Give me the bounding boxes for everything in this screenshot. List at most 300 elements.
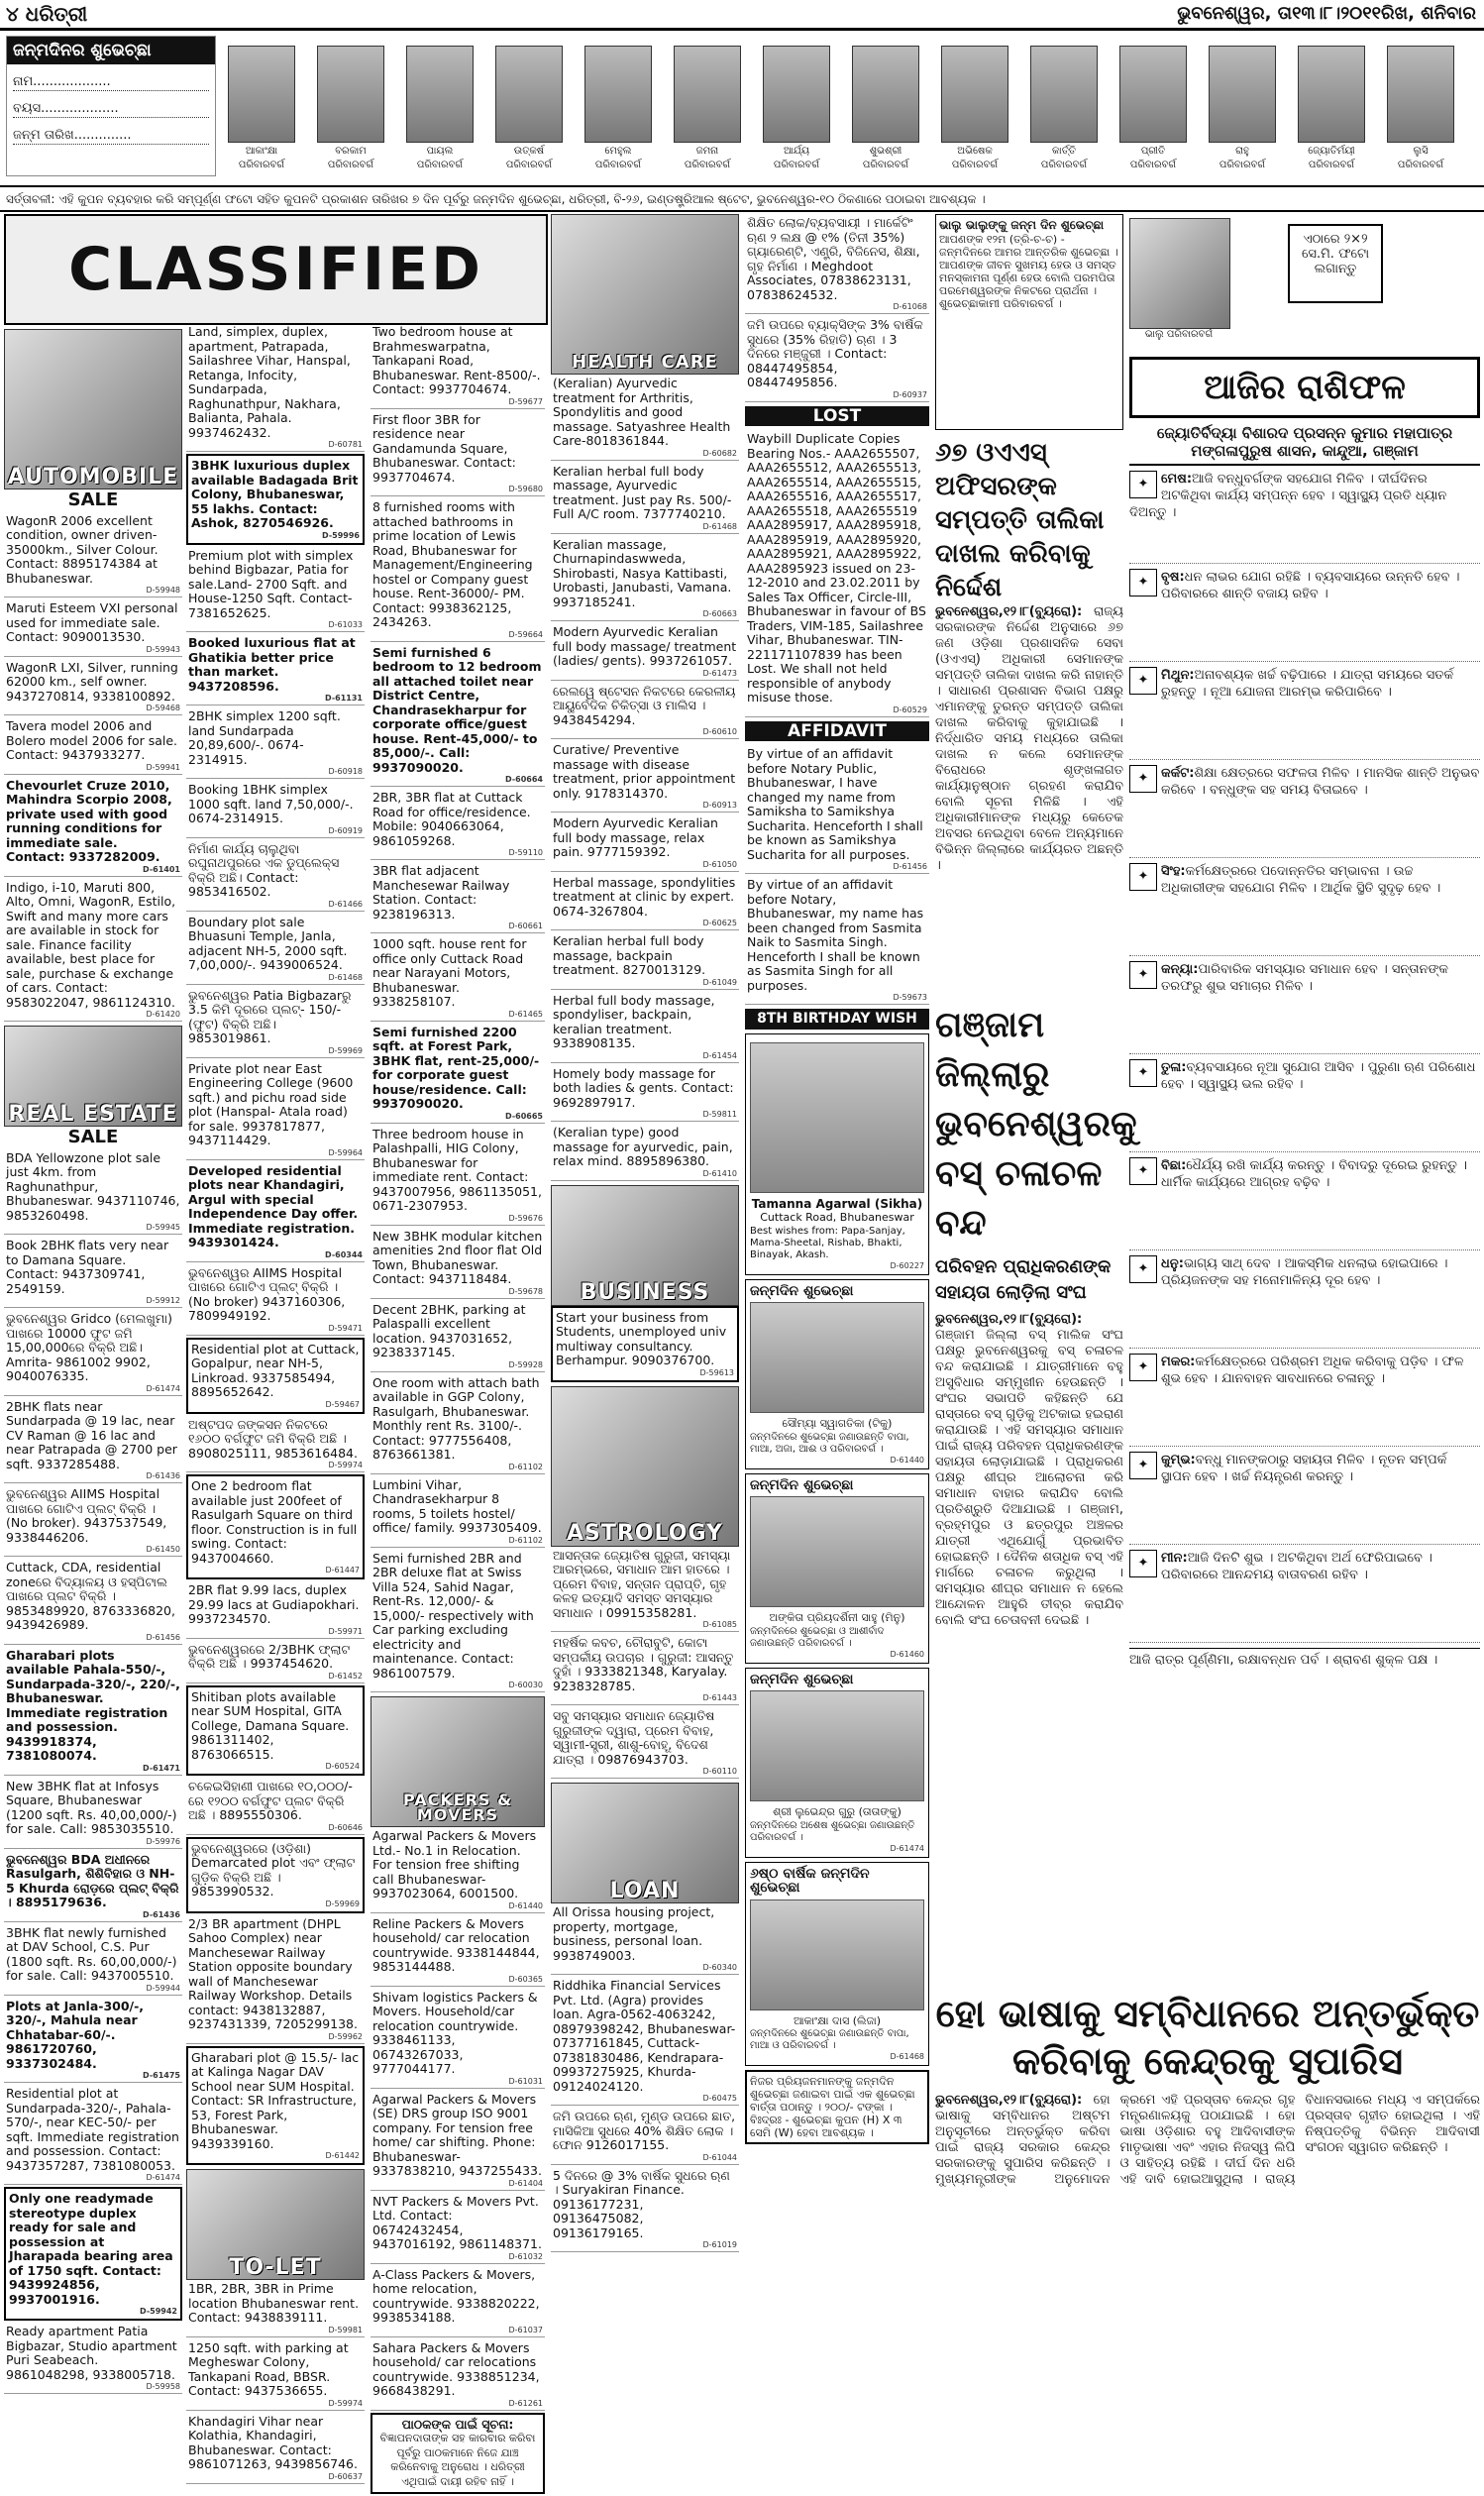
- ad-text: Khandagiri Vihar near Kolathia, Khandagiri, Bhubaneswar. Contact: 9861071263, 9439856746.: [188, 2413, 358, 2471]
- ad-text: Maruti Esteem VXI personal used for immediate sale. Contact: 9090013530.: [6, 600, 178, 644]
- classified-ad: [186, 987, 365, 1058]
- kid-card: [763, 46, 830, 170]
- classified-ad: [186, 781, 365, 838]
- wish-title: ଜନ୍ମଦିନ ଶୁଭେଚ୍ଛା: [750, 1282, 854, 1299]
- ad-code: D-60524: [325, 1762, 360, 1771]
- ad-text: Indigo, i-10, Maruti 800, Alto, Omni, WagonR, Estilo, Swift and many more cars are available in stock for sale. Finance facility available, best place for sale, purchase & exchange of cars. Contact: 9583022047, 9861124310.: [6, 879, 176, 1010]
- classified-ad: [4, 1924, 182, 1996]
- classified-ad: [551, 1124, 739, 1181]
- wish-code: D-61474: [890, 1843, 924, 1853]
- ad-text: 3BR flat adjacent Manchesewar Railway Station. Contact: 9238196313.: [372, 863, 510, 922]
- classified-ad: [551, 1065, 739, 1123]
- loan-image: [551, 1783, 739, 1903]
- kid-name: ଶୁଭଶ୍ରୀ: [869, 146, 902, 157]
- ad-code: D-60937: [893, 389, 927, 399]
- coupon-title: ଜନ୍ମଦିନର ଶୁଭେଚ୍ଛା: [7, 37, 215, 64]
- ad-code: D-61436: [146, 1471, 180, 1480]
- ad-code: D-61443: [702, 1693, 737, 1702]
- ad-text: One 2 bedroom flat available just 200feet of Rasulgarh Square on third floor. Construction is in full swing. Contact: 9437004660.: [191, 1478, 358, 1566]
- packers-tag: PACKERS & MOVERS: [402, 1791, 513, 1824]
- classified-ad: [371, 1126, 545, 1226]
- rashi-text: କର୍ମକ୍ଷେତ୍ରରେ ପରିଶ୍ରମ ଅଧିକ କରିବାକୁ ପଡ଼ିବ । ଫଳ ଶୁଭ ହେବ । ଯାନବାହନ ସାବଧାନରେ ଚଳାନ୍ତୁ ।: [1161, 1355, 1464, 1386]
- ad-code: D-59996: [322, 530, 360, 540]
- classified-ad: [4, 1778, 182, 1849]
- ad-text: Gharabari plots available Pahala-550/-, Sundarpada-320/-, 220/-, Bhubaneswar. Immediate registration and possession. 9439918374, 7381080074.: [6, 1647, 180, 1763]
- rashifal-author: ଜ୍ୟୋତିର୍ବିଦ୍ୟା ବିଶାରଦ ପ୍ରସନ୍ନ କୁମାର ମହାପାତ୍ର: [1156, 424, 1453, 442]
- ad-code: D-59678: [508, 1286, 543, 1296]
- story-3-dateline: ଭୁବନେଶ୍ୱର,୧୨।୮(ବ୍ୟୁରୋ):: [935, 2093, 1083, 2108]
- ad-code: D-60682: [702, 448, 737, 458]
- classified-ad: [4, 1485, 182, 1557]
- classified-ad: [186, 1915, 365, 2044]
- story-1-headline: ୬୭ ଓଏଏସ୍ ଅଫିସରଙ୍କ ସମ୍ପତ୍ତି ତାଲିକା ଦାଖଲ କରିବାକୁ ନିର୍ଦ୍ଦେଶ: [935, 438, 1105, 602]
- classified-ad: [371, 1989, 545, 2089]
- rashi-text: ଆଜି ଦିନଟି ଶୁଭ । ଅଟକିଥିବା ଅର୍ଥ ଫେରିପାଇବେ । ପରିବାରରେ ଆନନ୍ଦମୟ ବାତାବରଣ ରହିବ ।: [1161, 1551, 1432, 1582]
- ad-text: One room with attach bath available in GGP Colony, Rasulgarh, Bhubaneswar. Monthly rent Rs. 3100/-. Contact: 9777556408, 8763661381.: [372, 1374, 540, 1462]
- ad-code: D-60663: [702, 609, 737, 618]
- classified-ad: [4, 2323, 182, 2394]
- classified-ad: [551, 741, 739, 813]
- kid-name: କାର୍ତ୍ତି: [1052, 146, 1076, 157]
- classified-ad: [186, 2046, 365, 2166]
- ad-code: D-61102: [508, 1535, 543, 1545]
- classified-ad: [551, 932, 739, 990]
- rashi-sign: କର୍କଟ:: [1161, 766, 1195, 781]
- ad-code: D-61068: [893, 302, 927, 311]
- ad-code: D-61261: [508, 2398, 543, 2408]
- ad-code: D-61050: [702, 859, 737, 869]
- classified-ad: [745, 876, 929, 1005]
- ad-code: D-61473: [702, 668, 737, 678]
- ad-code: D-59974: [328, 2398, 363, 2408]
- ad-text: (Keralian) Ayurvedic treatment for Arthritis, Spondylitis and good massage. Satyashree Health Care-8018361844.: [553, 376, 731, 448]
- ad-text: WagonR 2006 excellent condition, owner driven-35000km., Silver Colour. Contact: 8895174384 at Bhubaneswar.: [6, 512, 159, 586]
- classified-ad: [186, 1474, 365, 1579]
- ad-text: 2BR flat 9.99 lacs, duplex 29.99 lacs at Gudiapokhari. 9937234570.: [188, 1582, 360, 1626]
- ad-code: D-60030: [508, 1681, 543, 1689]
- kid-card: [941, 46, 1008, 170]
- ad-code: D-59467: [325, 1399, 360, 1409]
- ad-code: D-61019: [702, 2240, 737, 2249]
- ad-code: D-61440: [508, 1900, 543, 1910]
- ad-code: D-61044: [702, 2152, 737, 2162]
- classified-ad: [186, 2413, 365, 2484]
- classified-ad: [551, 814, 739, 872]
- ad-text: Tavera model 2006 and Bolero model 2006 for sale. Contact: 9437933277.: [6, 718, 178, 762]
- kid-name: ମେହୁଲ: [604, 146, 632, 157]
- wish-name: ଶ୍ରୀ ଲୁଭେନ୍ଦ୍ର ଗୁରୁ (ତାତାଙ୍କୁ): [773, 1805, 901, 1818]
- kid-card: [495, 46, 563, 170]
- rashi-text: ବନ୍ଧୁ ମାନଙ୍କଠାରୁ ସହାୟତା ମିଳିବ । ନୂତନ ସମ୍ପର୍କ ସ୍ଥାପନ ହେବ । ଖର୍ଚ୍ଚ ନିୟନ୍ତ୍ରଣ କରନ୍ତୁ ।: [1161, 1453, 1447, 1484]
- classified-ad: [186, 914, 365, 985]
- kid-name: ପ୍ରୀତି: [1140, 146, 1166, 157]
- kid-card: [674, 46, 741, 170]
- classified-ad: [371, 1476, 545, 1548]
- ad-code: D-61131: [325, 694, 363, 703]
- birthday-wish-box: [745, 1473, 929, 1664]
- classified-ad: [186, 1162, 365, 1262]
- coupon-date-line: ଜନ୍ମ ତାରିଖ..............: [13, 128, 209, 145]
- classified-ad: [551, 375, 739, 461]
- kid-card: [1030, 46, 1098, 170]
- ad-code: D-61471: [143, 1763, 180, 1773]
- page-number: ୪ ଧରିତ୍ରୀ: [6, 2, 88, 26]
- classified-ad: [551, 2108, 739, 2165]
- tolet-image: [186, 2169, 365, 2280]
- classified-ad: [186, 1778, 365, 1835]
- rashi-text: ଧନ ଲାଭର ଯୋଗ ରହିଛି । ବ୍ୟବସାୟରେ ଉନ୍ନତି ହେବ । ପରିବାରରେ ଶାନ୍ତି ବଜାୟ ରହିବ ।: [1161, 570, 1460, 601]
- column-2: [186, 323, 365, 2486]
- ad-text: Three bedroom house in Palashpalli, HIG Colony, Bhubaneswar for immediate rent. Contact: 9437007956, 9861135051, 0671-2307953.: [372, 1126, 542, 1213]
- ad-code: D-59471: [328, 1323, 363, 1333]
- wish-code: D-61440: [890, 1455, 924, 1465]
- photo-size-note: ଏଠାରେ ୨×୨ ସେ.ମି. ଫଟୋ ଲଗାନ୍ତୁ: [1288, 224, 1383, 303]
- ad-text: ଶିକ୍ଷିତ ଲୋକ/ବ୍ୟବସାୟୀ । ମାର୍କେଟିଂ ଋଣ ୨ ଲକ୍ଷ @ ୧% (ତିନୀ 35%) ଗ୍ୟାରେଣ୍ଟି, ଏଣ୍ଟ୍ରି, ବିଜିନେସ, ଶିକ୍ଷା, ଗୃହ ନିର୍ମାଣ । Meghdoot Associates, 07838623131, 07838624532.: [747, 215, 920, 302]
- wish-message: ଜନ୍ମଦିନରେ ଶୁଭେଚ୍ଛା ଓ ଆଶୀର୍ବାଦ ଜଣାଉଛନ୍ତି ପରିବାରବର୍ଗ ।: [750, 1625, 885, 1649]
- birthday-wish-box: [745, 1279, 929, 1469]
- ad-text: Two bedroom house at Brahmeswarpatna, Tankapani Road, Bhubaneswar. Rent-8500/-. Contact: 9937704674.: [372, 324, 541, 396]
- classified-ad: [371, 1301, 545, 1372]
- kid-photo: [406, 46, 474, 143]
- rashi-sign: ସିଂହ:: [1161, 864, 1186, 879]
- ad-code: D-59969: [325, 1899, 360, 1908]
- kid-photo: [584, 46, 652, 143]
- coupon-notice: ସର୍ତ୍ତାବଳୀ: ଏହି କୁପନ ବ୍ୟବହାର କରି ସମ୍ପୂର୍ଣ୍ଣ ଫଟୋ ସହିତ କୁପନଟି ପ୍ରକାଶନ ତାରିଖର ୭ ଦିନ ପୂର୍ବରୁ ଜନ୍ମଦିନ ଶୁଭେଚ୍ଛା, ଧରିତ୍ରୀ, ବି-୨୬, ଇଣ୍ଡଷ୍ଟ୍ରିଆଲ ଷ୍ଟେଟ, ଭୁବନେଶ୍ୱର-୧୦ ଠିକଣାରେ ପଠାଇବା ଆବଶ୍ୟକ ।: [0, 188, 1484, 212]
- rashi-sign: କୁମ୍ଭ:: [1161, 1453, 1196, 1467]
- zodiac-icon: ✦: [1129, 1354, 1157, 1381]
- tolet-tag: TO-LET: [229, 2254, 322, 2280]
- birthday-strip: [0, 32, 1484, 187]
- wish-8th-name: Tamanna Agarwal (Sikha): [751, 1196, 923, 1211]
- rashi-item: [1129, 1157, 1480, 1250]
- rashi-sign: ମେଷ:: [1161, 472, 1193, 487]
- rashi-item: [1129, 1452, 1480, 1545]
- ad-code: D-59962: [328, 2031, 363, 2041]
- kid-name: ଆର୍ଯ୍ୟ: [783, 146, 809, 157]
- ad-text: 1250 sqft. with parking at Megheswar Colony, Tankapani Road, BBSR. Contact: 9437536655.: [188, 2339, 349, 2398]
- ad-code: D-59468: [146, 704, 180, 712]
- ad-code: D-61468: [702, 521, 737, 531]
- ad-text: Shitiban plots available near SUM Hospital, GITA College, Damana Square. 9861311402, 8763066515.: [191, 1688, 350, 1762]
- story-2: [935, 1001, 1137, 1633]
- kid-photo: [1209, 46, 1276, 143]
- classified-ad: [371, 2193, 545, 2264]
- story-3-headline: ହୋ ଭାଷାକୁ ସମ୍ବିଧାନରେ ଅନ୍ତର୍ଭୁକ୍ତ କରିବାକୁ କେନ୍ଦ୍ରକୁ ସୁପାରିସ: [935, 1992, 1480, 2083]
- ad-text: Homely body massage for both ladies & gents. Contact: 9692897917.: [553, 1065, 734, 1110]
- ad-code: D-61049: [702, 977, 737, 987]
- ad-code: D-59664: [508, 629, 543, 639]
- classified-ad: [371, 1827, 545, 1913]
- automobile-image: [4, 329, 182, 489]
- classified-ad: [186, 707, 365, 779]
- kid-name: ପାୟଲ: [426, 146, 454, 157]
- kid-card: [1387, 46, 1454, 170]
- classified-ad: [4, 777, 182, 877]
- ad-code: D-60664: [505, 775, 543, 784]
- ad-code: D-61456: [893, 862, 927, 871]
- rashi-sign: କନ୍ୟା:: [1161, 962, 1199, 977]
- classified-ad: [371, 789, 545, 860]
- kid-family: ପରିବାରବର୍ଗ: [1129, 160, 1177, 170]
- kid-name: ବରକାମ: [335, 146, 367, 157]
- story-1-text: ରାଜ୍ୟ ସରକାରଙ୍କ ନିର୍ଦ୍ଦେଶ ଅନୁସାରେ ୬୭ ଜଣ ଓଡ଼ିଶା ପ୍ରଶାସନିକ ସେବା (ଓଏଏସ୍) ଅଧିକାରୀ ସେମାନଙ୍କ ସମ୍ପତ୍ତି ତାଲିକା ଦାଖଲ କରି ନାହାନ୍ତି । ସାଧାରଣ ପ୍ରଶାସନ ବିଭାଗ ପକ୍ଷରୁ ଏମାନଙ୍କୁ ତୁରନ୍ତ ସମ୍ପତ୍ତି ତାଲିକା ଦାଖଲ କରିବାକୁ କୁହାଯାଇଛି । ନିର୍ଦ୍ଧାରିତ ସମୟ ମଧ୍ୟରେ ତାଲିକା ଦାଖଲ ନ କଲେ ସେମାନଙ୍କ ବିରୋଧରେ ଶୃଙ୍ଖଳାଗତ କାର୍ଯ୍ୟାନୁଷ୍ଠାନ ଗ୍ରହଣ କରାଯିବ ବୋଲି ସୂଚନା ମିଳିଛି । ଏହି ଅଧିକାରୀମାନଙ୍କ ମଧ୍ୟରୁ କେତେକ ଅବସର ନେଇଥିବା ବେଳେ ଅନ୍ୟମାନେ ବିଭିନ୍ନ ଜିଲ୍ଲାରେ କାର୍ଯ୍ୟରତ ଅଛନ୍ତି ।: [935, 604, 1123, 873]
- rashi-text: ଧୈର୍ଯ୍ୟ ରଖି କାର୍ଯ୍ୟ କରନ୍ତୁ । ବିବାଦରୁ ଦୂରେଇ ରୁହନ୍ତୁ । ଧାର୍ମିକ କାର୍ଯ୍ୟରେ ଆଗ୍ରହ ବଢ଼ିବ ।: [1161, 1158, 1467, 1190]
- packers-image: [371, 1696, 545, 1827]
- classified-ad: [4, 1998, 182, 2084]
- ad-text: ଭୁବନେଶ୍ୱର Patia Bigbazarରୁ 3.5 କିମି ଦୂରରେ ପ୍ଲଟ୍- 150/- (ଫୁଟ) ବିକ୍ରି ଅଛି। 9853019861.: [188, 987, 352, 1045]
- classified-ad: [371, 498, 545, 642]
- wish-message: ଜନ୍ମଦିନରେ ଶୁଭେଚ୍ଛା ଜଣାଉଛନ୍ତି ବାପା, ମାଆ, ଅଜା, ଆଈ ଓ ପରିବାରବର୍ଗ ।: [750, 1431, 909, 1455]
- classified-ad: [4, 659, 182, 716]
- ad-code: D-60913: [702, 801, 737, 810]
- ad-text: Booked luxurious flat at Ghatikia better price than market. 9437208596.: [188, 635, 356, 694]
- wish-photo: [750, 1496, 924, 1607]
- ad-code: D-61404: [508, 2178, 543, 2188]
- wish-message: ଜନ୍ମଦିନରେ ଅଶେଷ ଶୁଭେଚ୍ଛା ଜଣାଉଛନ୍ତି ପରିବାରବର୍ଗ ।: [750, 1819, 915, 1843]
- zodiac-icon: ✦: [1129, 1157, 1157, 1185]
- classified-ad: [371, 1550, 545, 1693]
- kid-name: ଆକାଂକ୍ଷା: [245, 146, 278, 157]
- kid-card: [852, 46, 919, 170]
- ad-text: Agarwal Packers & Movers Ltd.- No.1 in Relocation. For tension free shifting call Bhubaneswar- 9937023064, 6001500.: [372, 1828, 537, 1900]
- kid-photo: [228, 46, 295, 143]
- rashi-item: [1129, 765, 1480, 858]
- ad-text: Semi furnished 6 bedroom to 12 bedroom all attached toilet near District Centre, Chandrasekharpur for corporate office/guest house. Rent-45,000/- to 85,000/-. Call: 9937090020.: [372, 644, 542, 775]
- ad-text: ରେଲୱେ ଷ୍ଟେସନ ନିକଟରେ କେରଳୀୟ ଆୟୁର୍ବେଦିକ ଚିକିତ୍ସା ଓ ମାଲିସ । 9438454294.: [553, 683, 736, 727]
- rashi-text: ଭାଗ୍ୟ ସାଥ୍ ଦେବ । ଆକସ୍ମିକ ଧନଲାଭ ହୋଇପାରେ । ପ୍ରିୟଜନଙ୍କ ସହ ମନୋମାଳିନ୍ୟ ଦୂର ହେବ ।: [1161, 1256, 1448, 1288]
- ad-code: D-60475: [702, 2094, 737, 2103]
- ad-code: D-60625: [702, 919, 737, 927]
- wish-8th-address: Cuttack Road, Bhubaneswar: [760, 1211, 914, 1224]
- sale-heading-2: SALE: [67, 1127, 119, 1147]
- ad-text: Land, simplex, duplex, apartment, Patrapada, Sailashree Vihar, Hanspal, Retanga, Infocity, Sundarpada, Raghunathpur, Nakhara, Balianta, Pahala. 9937462432.: [188, 324, 351, 440]
- ad-text: New 3BHK flat at Infosys Square, Bhubaneswar (1200 sqft. Rs. 40,00,000/-) for sale. Call: 9853035510.: [6, 1778, 177, 1836]
- kid-photo: [1387, 46, 1454, 143]
- business-image: [551, 1185, 739, 1306]
- rashi-sign: ମିଥୁନ:: [1161, 668, 1195, 683]
- ad-code: D-60781: [328, 440, 363, 449]
- ad-code: D-61447: [325, 1566, 360, 1574]
- loan-ads: [551, 1903, 739, 2252]
- ad-code: D-60918: [328, 767, 363, 776]
- tolet-ads: [186, 2280, 365, 2484]
- classified-ad: [551, 874, 739, 931]
- zodiac-icon: ✦: [1129, 1452, 1157, 1479]
- ad-code: D-61474: [146, 2173, 180, 2182]
- ad-text: Keralian herbal full body massage, Ayurvedic treatment. Just pay Rs. 500/- Full A/C room. 7377740210.: [553, 463, 732, 521]
- column-4: [551, 214, 739, 2254]
- ad-text: 1BR, 2BR, 3BR in Prime location Bhubaneswar rent. Contact: 9438839111.: [188, 2281, 360, 2325]
- ad-text: Booking 1BHK simplex 1000 sqft. land 7,50,000/-. 0674-2314915.: [188, 782, 354, 825]
- classified-ad: [551, 536, 739, 622]
- ad-code: D-61401: [143, 864, 180, 874]
- wish-note: ନିଜର ପ୍ରିୟଜନମାନଙ୍କୁ ଜନ୍ମଦିନ ଶୁଭେଚ୍ଛା ଜଣାଇବା ପାଇଁ ଏକ ଶୁଭେଚ୍ଛା ବାର୍ତ୍ତା ପଠାନ୍ତୁ । ୨୦୦/- ଟଙ୍କା । ବିଃଦ୍ରଃ - ଶୁଭେଚ୍ଛା କୁପନ (H) X ୩ ସେମି (W) ହେବା ଆବଶ୍ୟକ ।: [745, 2070, 929, 2144]
- kid-photo: [1298, 46, 1365, 143]
- classified-ad: [4, 1149, 182, 1236]
- kid-name: ରାହୁ: [1235, 146, 1249, 157]
- rashi-sign: ତୁଳା:: [1161, 1060, 1187, 1075]
- ad-text: ଅଷ୍ଟପଦ ଜଙ୍କସନ ନିକଟରେ ୧୬୦୦ ବର୍ଗଫୁଟ ଜମି ବିକ୍ରି ଅଛି । 8908025111, 9853616484.: [188, 1416, 358, 1461]
- classified-ad: [371, 644, 545, 788]
- classified-ad: [186, 1264, 365, 1336]
- ad-text: NVT Packers & Movers Pvt. Ltd. Contact: 06742432454, 9437016192, 9861148371.: [372, 2193, 542, 2251]
- kid-photo: [1119, 46, 1187, 143]
- ad-code: D-59958: [146, 2382, 180, 2391]
- ad-text: ଜମି ଉପରେ ଋଣ, ମୁଣ୍ଡ ଉପରେ ଛାତ, ମାସିକିଆ ସୁଧରେ 40% ଶିକ୍ଷିତ ଲୋକ । ଫୋନ 9126017155.: [553, 2109, 736, 2152]
- reader-notice: [371, 2413, 545, 2495]
- kid-photo: [763, 46, 830, 143]
- rashi-sign: ବୃଷ:: [1161, 570, 1185, 585]
- wish-8th-photo: [750, 1042, 924, 1193]
- classified-ad: [371, 1228, 545, 1299]
- rashi-list: [1129, 471, 1480, 1643]
- rashi-text: ଅନାବଶ୍ୟକ ଖର୍ଚ୍ଚ ବଢ଼ିପାରେ । ଯାତ୍ରା ସମୟରେ ସତର୍କ ରୁହନ୍ତୁ । ନୂଆ ଯୋଜନା ଆରମ୍ଭ କରିପାରିବେ ।: [1161, 668, 1454, 700]
- wish-name: ସୌମ୍ୟା ସ୍ୱାଗତିକା (ଟିକୁ): [782, 1417, 893, 1430]
- ad-text: Decent 2BHK, parking at Palaspalli excellent location. 9437031652, 9238337145.: [372, 1301, 526, 1359]
- ad-text: ନିର୍ମାଣ କାର୍ଯ୍ୟ ଚାଲୁଥିବା ରଘୁନାଥପୁରରେ ଏକ ଡୁପ୍ଲେକ୍ସ ବିକ୍ରି ଅଛି। Contact: 9853416502.: [188, 840, 340, 899]
- classified-ad: [186, 454, 365, 545]
- astrology-ads: [551, 1547, 739, 1780]
- classified-ad: [371, 411, 545, 497]
- rashi-item: [1129, 1059, 1480, 1152]
- ad-code: D-59969: [328, 1045, 363, 1055]
- ad-text: ଜମି ଉପରେ ବ୍ୟାକ୍ସିଙ୍କ 3% ବାର୍ଷିକ ସୁଧରେ (35% ରିହାତି) ଋଣ । 3 ଦିନରେ ମଞ୍ଜୁରୀ । Contact: 08447495854, 08447495856.: [747, 317, 923, 389]
- rashi-text: ଶିକ୍ଷା କ୍ଷେତ୍ରରେ ସଫଳତା ମିଳିବ । ମାନସିକ ଶାନ୍ତି ଅନୁଭବ କରିବେ । ବନ୍ଧୁଙ୍କ ସହ ସମୟ ବିତାଇବେ ।: [1161, 766, 1480, 798]
- wish-8th-code: D-60227: [890, 1260, 924, 1270]
- wish-photo: [750, 1690, 924, 1801]
- zodiac-icon: ✦: [1129, 471, 1157, 498]
- ad-code: D-61465: [508, 1009, 543, 1019]
- kid-family: ପରିବାରବର୍ଗ: [684, 160, 731, 170]
- reader-notice-text: ବିଜ୍ଞାପନଦାତାଙ୍କ ସହ କାରବାର କରିବା ପୂର୍ବରୁ ପାଠକମାନେ ନିଜେ ଯାଞ୍ଚ କରିନେବାକୁ ଅନୁରୋଧ । ଧରିତ୍ରୀ ଏଥିପାଇଁ ଦାୟୀ ରହିବ ନାହିଁ ।: [379, 2432, 536, 2488]
- classified-ad: [186, 1641, 365, 1683]
- classified-ad: [186, 1685, 365, 1777]
- classified-ad: [4, 2187, 182, 2321]
- classified-ad: [4, 1398, 182, 1484]
- ad-code: D-60646: [328, 1822, 363, 1832]
- ad-text: Keralian massage, Churnapindaswweda, Shirobasti, Nasya Kattibasti, Urobasti, Janubasti, Vamana. 9937185241.: [553, 536, 732, 609]
- ad-text: BDA Yellowzone plot sale just 4km. from Raghunathpur, Bhubaneswar. 9437110746, 9853260498.: [6, 1149, 180, 1223]
- kid-photo: [317, 46, 384, 143]
- classified-ad: [371, 323, 545, 409]
- kid-card: [584, 46, 652, 170]
- ad-text: Herbal massage, spondylities treatment at clinic by expert. 0674-3267804.: [553, 874, 736, 919]
- wish-8th-heading: 8TH BIRTHDAY WISH: [745, 1009, 929, 1030]
- classified-ad: [551, 2167, 739, 2253]
- kid-family: ପରିବାରବର୍ଗ: [773, 160, 820, 170]
- ad-code: D-59680: [508, 485, 543, 493]
- health-care-tag: HEALTH CARE: [572, 351, 718, 373]
- rashi-sign: ଧନୁ:: [1161, 1256, 1184, 1271]
- ad-text: Modern Ayurvedic Keralian full body massage, relax pain. 9777159392.: [553, 815, 718, 859]
- classified-ad: [4, 1310, 182, 1396]
- ad-code: D-59964: [328, 1147, 363, 1157]
- classified-ad: [186, 840, 365, 912]
- ad-code: D-60344: [325, 1249, 363, 1259]
- kid-family: ପରିବାରବର୍ଗ: [1308, 160, 1355, 170]
- astrology-image: [551, 1386, 739, 1547]
- ad-code: D-59945: [146, 1223, 180, 1232]
- classified-ad: [371, 935, 545, 1022]
- story-2-subhead: ପରିବହନ ପ୍ରାଧିକରଣଙ୍କ ସହାୟତା ଲୋଡ଼ିଲା ସଂଘ: [935, 1256, 1112, 1303]
- classified-ad: [186, 547, 365, 633]
- top-wish-photo-area: [1129, 218, 1278, 347]
- classified-ad: [371, 2091, 545, 2191]
- ad-text: First floor 3BR for residence near Gandamunda Square, Bhubaneswar. Contact: 9937704674.: [372, 411, 516, 485]
- classified-ad: [371, 2339, 545, 2411]
- ad-text: 3BHK flat newly furnished at DAV School, C.S. Pur (1800 sqft. Rs. 60,00,000/-) for sale. Call: 9437005510.: [6, 1924, 177, 1983]
- rashi-sign: ମୀନ:: [1161, 1551, 1188, 1566]
- business-tag: BUSINESS: [580, 1280, 710, 1305]
- ad-text: WagonR LXI, Silver, running 62000 km., self owner. 9437270814, 9338100892.: [6, 659, 178, 704]
- coupon-age-line: ବୟସ...................: [13, 101, 209, 118]
- classified-ad: [551, 1634, 739, 1705]
- kid-card: [1119, 46, 1187, 170]
- ad-code: D-59948: [146, 586, 180, 595]
- wish-title: ୬ଷ୍ଠ ବାର୍ଷିକ ଜନ୍ମଦିନ ଶୁଭେଚ୍ଛା: [750, 1865, 870, 1896]
- classified-ad: [551, 1977, 739, 2106]
- kid-card: [1298, 46, 1365, 170]
- ad-text: ମହର୍ଷିକ କବଚ, ଚୌରାବୁଟି, କୋଟା ସମ୍ପର୍କୀୟ ଉପଚାର । ଗୁରୁଜୀ: ଆସନ୍ତୁ ଦୁହାଁ । 9333821348, Karyalay. 9238328785.: [553, 1635, 734, 1693]
- ad-code: D-61450: [146, 1545, 180, 1554]
- ad-code: D-60110: [702, 1767, 737, 1776]
- classified-ad: [186, 1837, 365, 1913]
- kid-name: ଉତ୍କର୍ଷ: [513, 146, 545, 157]
- packers-ads: [371, 1827, 545, 2411]
- classified-ad: [186, 2280, 365, 2337]
- ad-code: D-59941: [146, 762, 180, 772]
- kid-card: [317, 46, 384, 170]
- kid-card: [406, 46, 474, 170]
- classified-ad: [371, 862, 545, 933]
- real-estate-tag: REAL ESTATE: [8, 1101, 178, 1127]
- wish-8th-message: Best wishes from: Papa-Sanjay, Mama-Sheetal, Rishab, Bhakti, Binayak, Akash.: [750, 1225, 905, 1260]
- affidavit-ads: [745, 745, 929, 1005]
- kid-card: [228, 46, 295, 170]
- zodiac-icon: ✦: [1129, 961, 1157, 989]
- classified-ad: [4, 2085, 182, 2185]
- wish-code: D-61468: [890, 2052, 924, 2061]
- health-care-image: [551, 214, 739, 375]
- kid-family: ପରିବାରବର୍ଗ: [416, 160, 464, 170]
- ad-text: 2BR, 3BR flat at Cuttack Road for office/residence. Mobile: 9040663064, 9861059268.: [372, 790, 531, 848]
- kid-family: ପରିବାରବର୍ଗ: [862, 160, 909, 170]
- rashi-item: [1129, 1550, 1480, 1643]
- ad-code: D-61085: [702, 1620, 737, 1629]
- classified-ad: [551, 1903, 739, 1975]
- lost-heading: LOST: [745, 406, 929, 427]
- ad-code: D-60340: [702, 1963, 737, 1972]
- ad-text: Ready apartment Patia Bigbazar, Studio apartment Puri Seabeach. 9861048298, 9338005718.: [6, 2324, 177, 2382]
- real-estate-ads: [4, 1149, 182, 2395]
- health-ads: [551, 375, 739, 1181]
- ad-text: ଭୁବନେଶ୍ୱରରେ 2/3BHK ଫ୍ଲାଟ ବିକ୍ରି ଅଛି । 9937454620.: [188, 1641, 351, 1671]
- kid-name: ଜ୍ୟୋତିର୍ମୟୀ: [1308, 146, 1355, 157]
- ad-text: ଭୁବନେଶ୍ୱର AIIMS Hospital ପାଖରେ ଗୋଟିଏ ପ୍ଲଟ୍ ବିକ୍ରି । (No broker) 9437160306, 7809949192.: [188, 1264, 346, 1323]
- reader-notice-title: ପାଠକଙ୍କ ପାଇଁ ସୂଚନା:: [401, 2416, 514, 2432]
- zodiac-icon: ✦: [1129, 1550, 1157, 1577]
- ad-code: D-59971: [328, 1626, 363, 1636]
- ad-text: ସବୁ ସମସ୍ୟାର ସମାଧାନ ଜ୍ୟୋତିଷ ଗୁରୁଜୀଙ୍କ ଦ୍ୱାରା, ପ୍ରେମ ବିବାହ, ସ୍ୱାମୀ-ସ୍ତ୍ରୀ, ଶାଶୁ-ବୋହୂ, ବିଦେଶ ଯାତ୍ରା । 09876943703.: [553, 1708, 715, 1767]
- rent-ads: [371, 323, 545, 1692]
- ad-text: By virtue of an affidavit before Notary Public, Bhubaneswar, I have changed my name from Samiksha to Samikshya Sucharita. Henceforth I shall be known as Samikshya Sucharita for all purposes.: [747, 746, 923, 862]
- ad-text: By virtue of an affidavit before Notary, Bhubaneswar, my name has been changed from Sasmita Naik to Sasmita Singh. Henceforth I shall be known as Sasmita Singh for all purposes.: [747, 877, 924, 993]
- ad-code: D-59110: [508, 848, 543, 857]
- coupon-name-line: ନାମ...................: [13, 74, 209, 91]
- birthday-wish-box: [745, 1668, 929, 1858]
- story-1: [935, 214, 1123, 430]
- ad-code: D-61032: [508, 2251, 543, 2261]
